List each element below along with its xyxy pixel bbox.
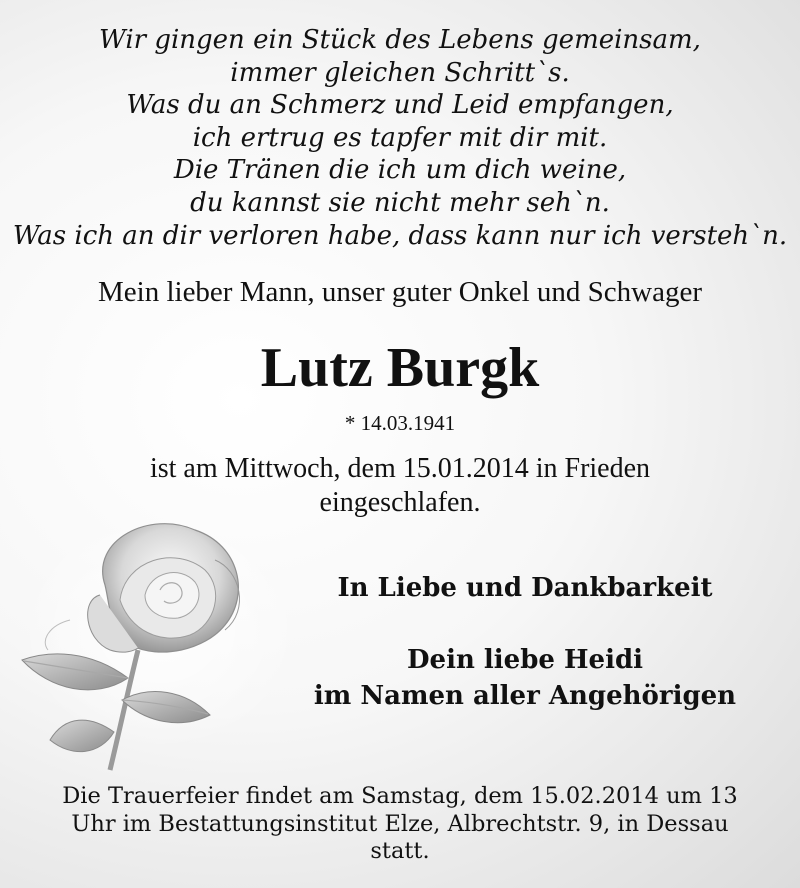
- death-notice-line: eingeschlafen.: [319, 487, 481, 518]
- funeral-notice-line: Die Trauerfeier findet am Samstag, dem 15.02.2014 um 13: [62, 783, 738, 809]
- poem-line: ich ertrug es tapfer mit dir mit.: [192, 122, 608, 153]
- signature-line: im Namen aller Angehörigen: [313, 681, 737, 711]
- signature-line: Dein liebe Heidi: [406, 645, 644, 675]
- birth-date: * 14.03.1941: [344, 411, 456, 435]
- deceased-name: Lutz Burgk: [260, 337, 540, 399]
- thanks-text: In Liebe und Dankbarkeit: [337, 573, 713, 603]
- memorial-poem: [0, 24, 800, 252]
- funeral-notice: [0, 783, 800, 866]
- signature: [240, 642, 800, 714]
- intro-text: Mein lieber Mann, unser guter Onkel und Schwager: [97, 276, 702, 308]
- poem-line: Was ich an dir verloren habe, dass kann nur ich versteh`n.: [12, 220, 788, 251]
- poem-line: Was du an Schmerz und Leid empfangen,: [126, 90, 674, 121]
- poem-line: du kannst sie nicht mehr seh`n.: [190, 187, 610, 218]
- poem-line: immer gleichen Schritt`s.: [230, 57, 570, 88]
- funeral-notice-line: statt.: [370, 838, 430, 864]
- death-notice-line: ist am Mittwoch, dem 15.01.2014 in Frieden: [149, 453, 651, 484]
- poem-line: Wir gingen ein Stück des Lebens gemeinsam,: [99, 25, 701, 55]
- poem-line: Die Tränen die ich um dich weine,: [173, 155, 627, 186]
- funeral-notice-line: Uhr im Bestattungsinstitut Elze, Albrechtstr. 9, in Dessau: [71, 810, 729, 837]
